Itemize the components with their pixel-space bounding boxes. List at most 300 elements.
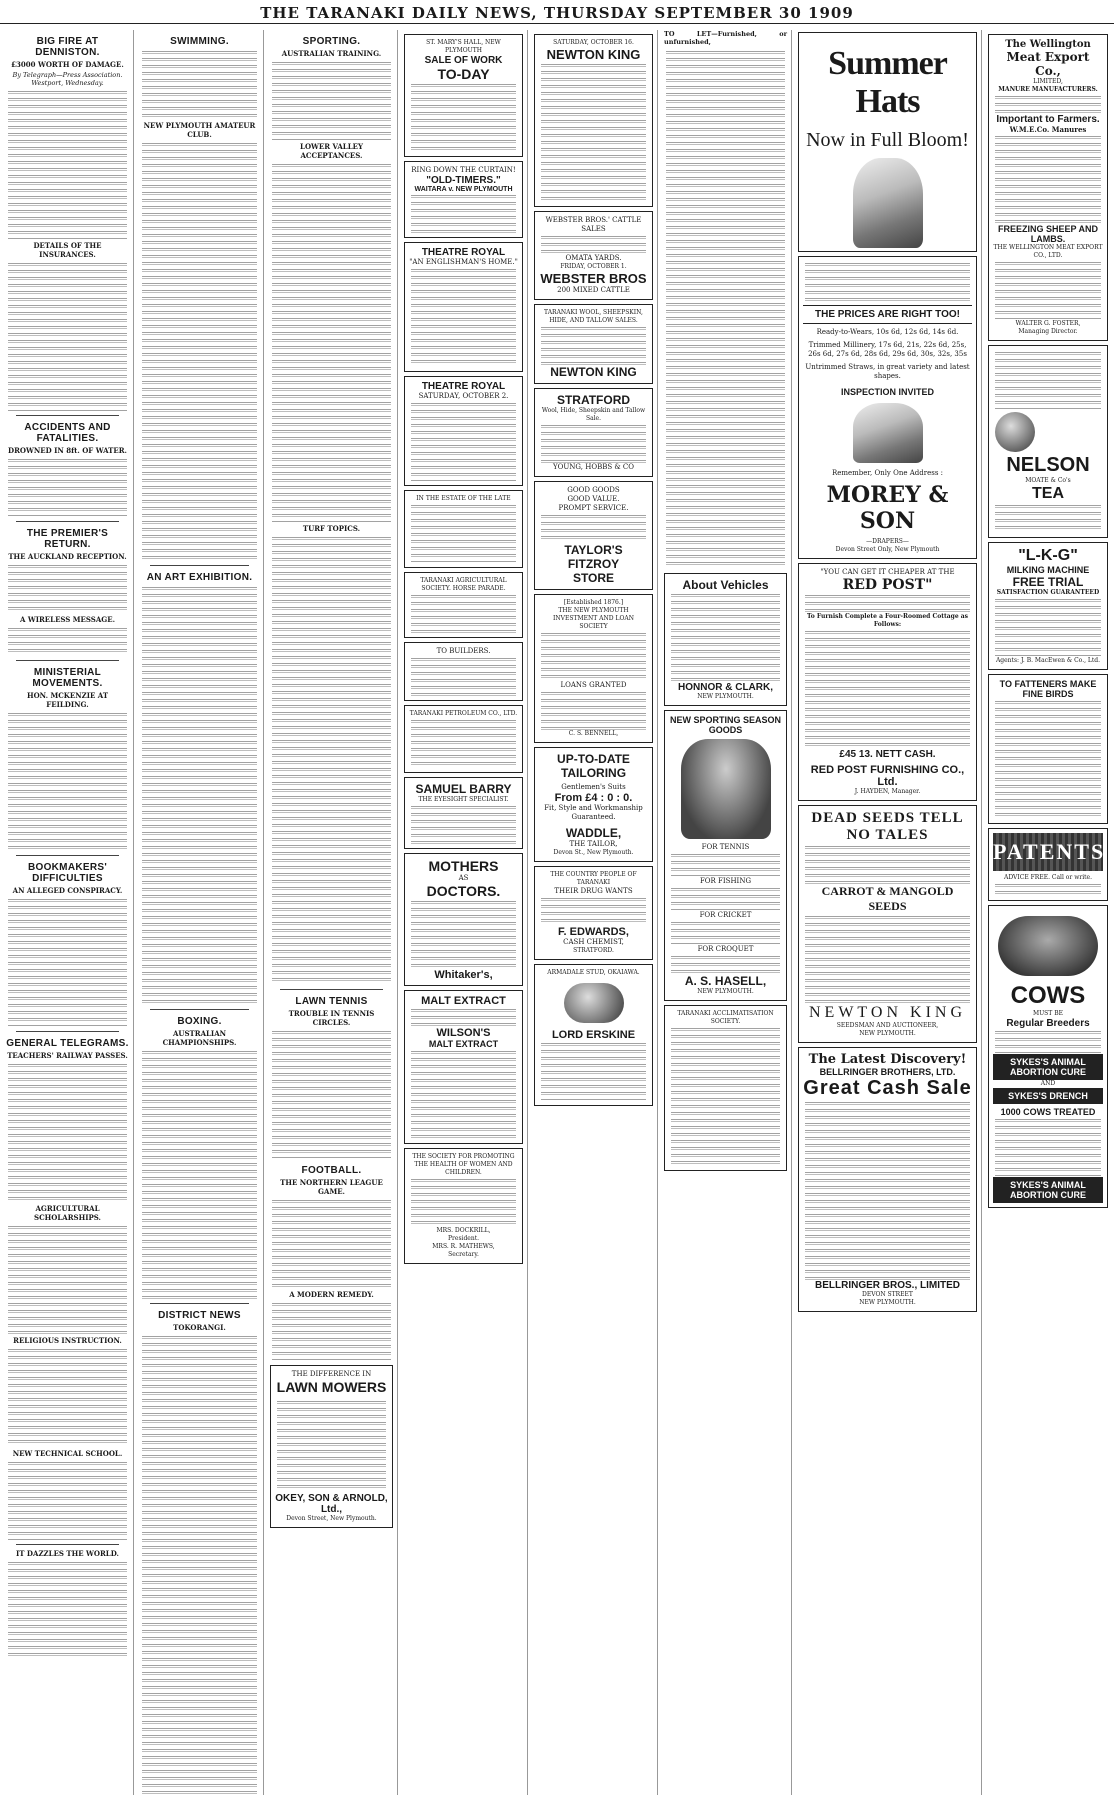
secretary: Secretary. (448, 1251, 479, 1258)
suit-price: From £4 : 0 : 0. (554, 792, 633, 804)
article-body (272, 60, 391, 140)
ad-fatteners (988, 674, 1108, 824)
sykes-drench: SYKES'S DRENCH (993, 1088, 1103, 1104)
subhead-fire: £3000 WORTH OF DAMAGE. (11, 60, 124, 69)
headline-general: GENERAL TELEGRAMS. (6, 1038, 129, 1049)
ad-body (277, 1399, 386, 1489)
untrimmed-straws: Untrimmed Straws, in great variety and latest shapes. (805, 363, 970, 380)
ad-body (411, 1177, 516, 1227)
article-body (8, 457, 127, 517)
new-plymouth-4: NEW PLYMOUTH. (859, 1299, 916, 1306)
ad-summer-hats (798, 32, 977, 252)
ad-body (995, 597, 1101, 657)
subhead-drowned: DROWNED IN 8ft. OF WATER. (8, 446, 127, 455)
newspaper-title: THE TARANAKI DAILY NEWS, THURSDAY SEPTEMBER 30 1909 (260, 4, 854, 22)
ad-body (995, 503, 1101, 533)
summer-hats: Summer Hats (828, 45, 947, 120)
ad-body (805, 629, 970, 749)
article-body (8, 563, 127, 613)
bennell: C. S. BENNELL, (568, 730, 619, 737)
country-people: THE COUNTRY PEOPLE OF TARANAKI (550, 871, 637, 886)
latest-discovery: The Latest Discovery! (808, 1052, 967, 1067)
prompt-service: PROMPT SERVICE. (558, 504, 629, 512)
mowers-heading: THE DIFFERENCE IN (291, 1370, 372, 1378)
ad-body (995, 94, 1101, 114)
mixed-cattle: 200 MIXED CATTLE (557, 286, 630, 294)
saturday-oct-16: SATURDAY, OCTOBER 16. (553, 39, 634, 46)
article-body (8, 626, 127, 656)
headline-ministerial: MINISTERIAL MOVEMENTS. (32, 667, 103, 689)
subhead-australian-championships: AUSTRALIAN CHAMPIONSHIPS. (162, 1029, 237, 1047)
ad-edwards-chemist (534, 866, 653, 960)
article-body (142, 585, 257, 1005)
newton-king-2: NEWTON KING (550, 365, 637, 379)
divider (16, 521, 119, 522)
column-7 (794, 30, 982, 1795)
ad-body (671, 920, 780, 945)
article-body (272, 1198, 391, 1288)
article-body (142, 141, 257, 561)
nelson: NELSON (1006, 454, 1090, 476)
satisfaction: SATISFACTION GUARANTEED (996, 589, 1100, 596)
cheaper: "YOU CAN GET IT CHEAPER AT THE (820, 568, 955, 576)
young-hobbs: YOUNG, HOBBS & CO (553, 463, 634, 471)
ad-wellington-meat (988, 34, 1108, 341)
ad-nelson-tea (988, 345, 1108, 538)
loans-granted: LOANS GRANTED (560, 681, 627, 689)
for-tennis: FOR TENNIS (701, 843, 750, 851)
devon-st: DEVON STREET (862, 1291, 913, 1298)
classified-heading: TO LET—Furnished, or unfurnished, (664, 30, 787, 46)
headline-swimming: SWIMMING. (170, 36, 229, 47)
ad-body (671, 886, 780, 911)
newton-king: NEWTON KING (546, 47, 641, 62)
new-plymouth-3: NEW PLYMOUTH. (859, 1030, 916, 1037)
ad-wool-sales (534, 304, 653, 384)
ad-body (995, 260, 1101, 320)
new-plymouth: NEW PLYMOUTH. (697, 693, 754, 700)
ad-body (411, 718, 516, 768)
ad-body (995, 699, 1101, 819)
ad-newton-king-sale (534, 34, 653, 207)
drapers: —DRAPERS— (866, 538, 909, 545)
ad-hasell-sporting (664, 710, 787, 1001)
to-fatteners: TO FATTENERS MAKE FINE BIRDS (999, 679, 1097, 699)
whitakers: Whitaker's, (434, 969, 493, 981)
ad-dead-seeds (798, 805, 977, 1043)
omata-yards: OMATA YARDS. (565, 254, 622, 262)
drug-wants: THEIR DRUG WANTS (554, 887, 633, 895)
okey-name: OKEY, SON & ARNOLD, Ltd., (275, 1493, 388, 1515)
subhead-conspiracy: AN ALLEGED CONSPIRACY. (12, 886, 123, 895)
subhead-agricultural: AGRICULTURAL SCHOLARSHIPS. (34, 1204, 101, 1222)
ad-webster-cattle (534, 211, 653, 300)
article-body (8, 1224, 127, 1334)
article-body (142, 1049, 257, 1299)
morey-address: Devon Street Only, New Plymouth (835, 546, 940, 553)
wmeco-manures: W.M.E.Co. Manures (1009, 125, 1087, 134)
divider (16, 1031, 119, 1032)
wellington-meat-2: THE WELLINGTON MEAT EXPORT CO., LTD. (993, 244, 1103, 259)
article-body (8, 711, 127, 851)
subhead-lower-valley: LOWER VALLEY ACCEPTANCES. (300, 142, 363, 160)
mowers-title: LAWN MOWERS (276, 1379, 387, 1395)
article-body (8, 89, 127, 239)
ad-armadale-stud (534, 964, 653, 1106)
column-4 (400, 30, 528, 1795)
ad-body (541, 62, 646, 202)
ring-down: RING DOWN THE CURTAIN! (411, 166, 516, 174)
headline-fire: BIG FIRE AT DENNISTON. (35, 36, 100, 58)
subhead-training: AUSTRALIAN TRAINING. (281, 49, 382, 58)
for-cricket: FOR CRICKET (699, 911, 752, 919)
great-cash-sale: Great Cash Sale (803, 1077, 972, 1099)
article-body (8, 1460, 127, 1540)
as: AS (458, 874, 469, 882)
fit-style: Fit, Style and Workmanship Guaranteed. (544, 804, 643, 821)
managing-director: Managing Director. (1018, 328, 1078, 335)
ad-stratford-wool (534, 388, 653, 477)
regular-breeders: Regular Breeders (1006, 1018, 1090, 1029)
notice-acclimatisation (664, 1005, 787, 1171)
saturday-oct-2: SATURDAY, OCTOBER 2. (418, 392, 509, 400)
subhead-teachers: TEACHERS' RAILWAY PASSES. (7, 1051, 128, 1060)
edwards: F. EDWARDS, (558, 926, 629, 938)
freezing: FREEZING SHEEP AND LAMBS. (997, 224, 1098, 244)
notice-estate (404, 490, 523, 568)
subhead-tokorangi: TOKORANGI. (173, 1323, 226, 1332)
headline-premier: THE PREMIER'S RETURN. (26, 528, 109, 550)
sykes-abortion-cure-2: SYKES'S ANIMAL ABORTION CURE (993, 1177, 1103, 1203)
estate-title: IN THE ESTATE OF THE LATE (416, 495, 511, 502)
masthead (0, 0, 1114, 24)
ad-morey-son (798, 256, 977, 559)
subhead-amateur-club: NEW PLYMOUTH AMATEUR CLUB. (143, 121, 256, 139)
stratford-2: STRATFORD. (573, 947, 614, 954)
notice-society (404, 1148, 523, 1264)
classifieds-body (666, 49, 785, 569)
ad-waddle-tailoring (534, 747, 653, 862)
article-body (142, 49, 257, 119)
ad-samuel-barry (404, 777, 523, 849)
ad-football (404, 161, 523, 238)
ad-body (411, 656, 516, 696)
up-to-date: UP-TO-DATE (557, 752, 630, 766)
ad-theatre-royal-2 (404, 376, 523, 486)
subhead-auckland: THE AUCKLAND RECEPTION. (8, 552, 127, 561)
subhead-northern-league: THE NORTHERN LEAGUE GAME. (280, 1178, 383, 1196)
divider (280, 989, 383, 990)
horse-image (564, 983, 624, 1023)
ad-body (541, 325, 646, 365)
ad-body (411, 193, 516, 233)
stratford: STRATFORD (556, 393, 631, 407)
article-body (8, 1347, 127, 1447)
bellringer-brothers: BELLRINGER BROTHERS, LTD. (819, 1067, 956, 1077)
ad-body (995, 882, 1101, 896)
englishmans-home: "AN ENGLISHMAN'S HOME." (409, 258, 518, 266)
theatre-royal-2: THEATRE ROYAL (421, 381, 506, 392)
headline-lawn-tennis: LAWN TENNIS (295, 996, 368, 1007)
ad-body (411, 82, 516, 152)
prices-right: THE PRICES ARE RIGHT TOO! (803, 305, 972, 324)
moate: MOATE & Co's (1025, 477, 1071, 484)
ad-body (995, 1029, 1101, 1054)
manure-manufacturers: MANURE MANUFACTURERS. (998, 86, 1098, 93)
subhead-turf-topics: TURF TOPICS. (302, 524, 361, 533)
ad-body (541, 234, 646, 254)
column-5 (530, 30, 658, 1795)
ad-body (805, 844, 970, 884)
ad-body (411, 401, 516, 481)
article-body (8, 897, 127, 1027)
cash-chemist: CASH CHEMIST, (563, 938, 624, 946)
established: [Established 1876.] (563, 599, 624, 606)
ad-body (671, 592, 780, 682)
horse-parade: TARANAKI AGRICULTURAL SOCIETY. HORSE PARADE. (420, 577, 507, 592)
ad-body (995, 350, 1101, 410)
gentlemens-suits: Gentlemen's Suits (561, 783, 626, 791)
notice-horse-parade (404, 572, 523, 638)
divider (150, 1009, 249, 1010)
lord-erskine: LORD ERSKINE (551, 1029, 636, 1041)
about-vehicles: About Vehicles (682, 578, 769, 592)
article-body (8, 261, 127, 411)
article-body (8, 1560, 127, 1660)
column-8 (984, 30, 1112, 1795)
headline-accidents: ACCIDENTS AND FATALITIES. (24, 422, 111, 444)
advice-free: ADVICE FREE. Call or write. (1004, 874, 1092, 881)
seedsman: SEEDSMAN AND AUCTIONEER, (836, 1022, 939, 1029)
acclimatisation: TARANAKI ACCLIMATISATION SOCIETY. (677, 1010, 774, 1025)
inspection-invited: INSPECTION INVITED (840, 387, 934, 397)
hat-illustration-2 (853, 403, 923, 463)
classified-to-let (664, 30, 787, 46)
headline-bookmakers: BOOKMAKERS' DIFFICULTIES (27, 862, 107, 884)
stmarys-hall: ST. MARY'S HALL, NEW PLYMOUTH (426, 39, 501, 54)
ad-body (671, 1026, 780, 1166)
ad-patents (988, 828, 1108, 901)
dead-seeds: DEAD SEEDS TELL NO TALES (811, 810, 964, 843)
subhead-dazzles: IT DAZZLES THE WORLD. (16, 1549, 119, 1558)
divider (150, 565, 249, 566)
cows: COWS (1010, 982, 1086, 1009)
ad-body (995, 134, 1101, 224)
ad-body (541, 896, 646, 926)
wool-sales: TARANAKI WOOL, SHEEPSKIN, HIDE, AND TALLOW SALES. (544, 309, 643, 324)
taylors: TAYLOR'S (564, 543, 623, 557)
malt-extract: MALT EXTRACT (421, 995, 506, 1007)
article-body (8, 1062, 127, 1202)
subhead-wireless: A WIRELESS MESSAGE. (19, 615, 116, 624)
red-post: RED POST" (842, 577, 933, 593)
for-fishing: FOR FISHING (699, 877, 752, 885)
friday-oct-1: FRIDAY, OCTOBER 1. (560, 263, 627, 270)
sykes-abortion-cure: SYKES'S ANIMAL ABORTION CURE (993, 1054, 1103, 1080)
must-be: MUST BE (1032, 1010, 1063, 1017)
full-bloom: Now in Full Bloom! (806, 129, 969, 151)
headline-sporting: SPORTING. (302, 36, 361, 47)
cow-illustration (998, 916, 1098, 976)
subhead-religious: RELIGIOUS INSTRUCTION. (13, 1336, 122, 1345)
thousand-cows: 1000 COWS TREATED (1000, 1107, 1096, 1117)
old-timers: "OLD-TIMERS." (426, 175, 501, 186)
ad-body (541, 690, 646, 730)
subhead-modern-remedy: A MODERN REMEDY. (289, 1290, 374, 1299)
wilsons: WILSON'S (436, 1027, 491, 1039)
ad-body (805, 914, 970, 1004)
dateline-fire: By Telegraph—Press Association. Westport, Wednesday. (12, 71, 123, 87)
walter-foster: WALTER G. FOSTER, (1015, 320, 1081, 327)
samuel-barry: SAMUEL BARRY (415, 782, 512, 796)
column-3 (266, 30, 398, 1795)
article-body (272, 535, 391, 985)
ad-body (541, 1041, 646, 1101)
remember-address: Remember, Only One Address : (831, 469, 944, 477)
divider (16, 855, 119, 856)
subhead-tennis-trouble: TROUBLE IN TENNIS CIRCLES. (288, 1009, 375, 1027)
divider (16, 660, 119, 661)
ad-malt-extract (404, 990, 523, 1144)
free-trial: FREE TRIAL (1012, 575, 1084, 589)
today: TO-DAY (437, 66, 490, 82)
investment-society: THE NEW PLYMOUTH INVESTMENT AND LOAN SOCIETY (553, 607, 634, 630)
patents: PATENTS (993, 833, 1103, 871)
ad-body (411, 593, 516, 633)
ad-body (411, 503, 516, 563)
limited: LIMITED, (1033, 78, 1063, 85)
okey-address: Devon Street, New Plymouth. (286, 1515, 377, 1522)
wilsons-malt-extract: MALT EXTRACT (428, 1039, 499, 1049)
ad-body (541, 513, 646, 543)
hat-illustration (853, 158, 923, 248)
to-builders: TO BUILDERS. (436, 647, 491, 655)
red-post-company: RED POST FURNISHING CO., Ltd. (810, 764, 965, 788)
ad-body (671, 954, 780, 974)
dockrill: MRS. DOCKRILL, (436, 1227, 491, 1234)
wool-sub: Wool, Hide, Sheepskin and Tallow Sale. (541, 407, 646, 422)
column-2 (136, 30, 264, 1795)
subhead-insurance: DETAILS OF THE INSURANCES. (33, 241, 102, 259)
webster-bros: WEBSTER BROS (540, 271, 647, 286)
president: President. (447, 1235, 480, 1242)
ad-sykes (988, 905, 1108, 1208)
meat-export: Meat Export Co., (1006, 50, 1090, 78)
mathews: MRS. R. MATHEWS, (432, 1243, 495, 1250)
headline-district-news: DISTRICT NEWS (158, 1310, 241, 1321)
hayden: J. HAYDEN, Manager. (854, 788, 921, 795)
waddle: WADDLE, (565, 826, 622, 840)
tea: TEA (1032, 485, 1064, 502)
ad-body (541, 631, 646, 681)
devon-street: Devon St., New Plymouth. (553, 849, 634, 856)
total-price: £45 13. NETT CASH. (839, 749, 936, 760)
ad-body (805, 1100, 970, 1280)
ad-body (995, 1117, 1101, 1177)
agents: Agents: J. B. MacEwen & Co., Ltd. (995, 657, 1101, 664)
ad-body (411, 267, 516, 367)
article-body (272, 1029, 391, 1159)
honnor-clark: HONNOR & CLARK, (678, 682, 773, 693)
notice-petroleum (404, 705, 523, 773)
doctors: DOCTORS. (426, 883, 501, 899)
newton-king-seeds: NEWTON KING (808, 1004, 966, 1021)
furnish-cottage: To Furnish Complete a Four-Roomed Cottage as Follows: (806, 613, 969, 628)
and: AND (1040, 1080, 1056, 1087)
eyesight-specialist: THE EYESIGHT SPECIALIST. (418, 796, 509, 803)
petroleum: TARANAKI PETROLEUM CO., LTD. (409, 710, 518, 717)
divider (150, 1303, 249, 1304)
divider (16, 1544, 119, 1545)
store: STORE (572, 571, 615, 585)
sporting-goods: NEW SPORTING SEASON GOODS (669, 715, 781, 735)
important-farmers: Important to Farmers. (996, 114, 1100, 125)
column-6 (660, 30, 792, 1795)
tailoring: TAILORING (560, 766, 627, 780)
sale-of-work: SALE OF WORK (424, 55, 503, 66)
the-tailor: THE TAILOR, (569, 840, 618, 848)
ad-theatre-royal-1 (404, 242, 523, 372)
new-plymouth-2: NEW PLYMOUTH. (697, 988, 754, 995)
ad-body (411, 899, 516, 969)
armadale: ARMADALE STUD, OKAIAWA. (547, 969, 640, 976)
ad-investment (534, 594, 653, 743)
article-body (142, 1334, 257, 1794)
ad-mothers-as-doctors (404, 853, 523, 986)
milking-machine: MILKING MACHINE (1006, 565, 1090, 575)
hasell: A. S. HASELL, (684, 974, 767, 988)
headline-football: FOOTBALL. (301, 1165, 362, 1176)
ready-to-wears: Ready-to-Wears, 10s 6d, 12s 6d, 14s 6d. (816, 328, 959, 336)
subhead-mckenzie: HON. MCKENZIE AT FEILDING. (26, 691, 109, 709)
ad-body (541, 423, 646, 463)
divider (16, 415, 119, 416)
ad-bellringer (798, 1047, 977, 1312)
ad-body (805, 261, 970, 301)
good-goods: GOOD GOODS (567, 486, 620, 494)
ad-body (805, 593, 970, 613)
theatre-royal: THEATRE ROYAL (421, 247, 506, 258)
article-body (272, 162, 391, 522)
ad-lkg-milking (988, 542, 1108, 670)
bellringer-bros: BELLRINGER BROS., LIMITED (815, 1280, 960, 1291)
fitzroy: FITZROY (567, 557, 620, 571)
ad-st-marys (404, 34, 523, 157)
article-body (272, 1301, 391, 1361)
headline-art-exhibition: AN ART EXHIBITION. (146, 572, 253, 583)
tea-package-image (995, 412, 1035, 452)
trimmed-millinery: Trimmed Millinery, 17s 6d, 21s, 22s 6d, 25s, 26s 6d, 27s 6d, 28s 6d, 29s 6d, 30s, 32s, 35s (808, 341, 967, 358)
ad-body (411, 1007, 516, 1027)
subhead-technical: NEW TECHNICAL SCHOOL. (12, 1449, 123, 1458)
good-value: GOOD VALUE. (567, 495, 620, 503)
ad-taylors (534, 481, 653, 590)
ad-body (411, 1049, 516, 1139)
tennis-player-image (681, 739, 771, 839)
webster-cattle: WEBSTER BROS.' CATTLE SALES (545, 216, 642, 233)
wellington: The Wellington (1005, 39, 1091, 50)
mothers: MOTHERS (428, 858, 499, 874)
carrot-mangold: CARROT & MANGOLD SEEDS (821, 884, 954, 913)
society-title: THE SOCIETY FOR PROMOTING THE HEALTH OF WOMEN AND CHILDREN. (412, 1153, 515, 1176)
column-1 (2, 30, 134, 1795)
ad-body (671, 852, 780, 877)
lkg: "L-K-G" (1018, 547, 1078, 564)
ad-lawn-mowers (270, 1365, 393, 1528)
ad-body (411, 804, 516, 844)
for-croquet: FOR CROQUET (697, 945, 754, 953)
ad-red-post (798, 563, 977, 801)
